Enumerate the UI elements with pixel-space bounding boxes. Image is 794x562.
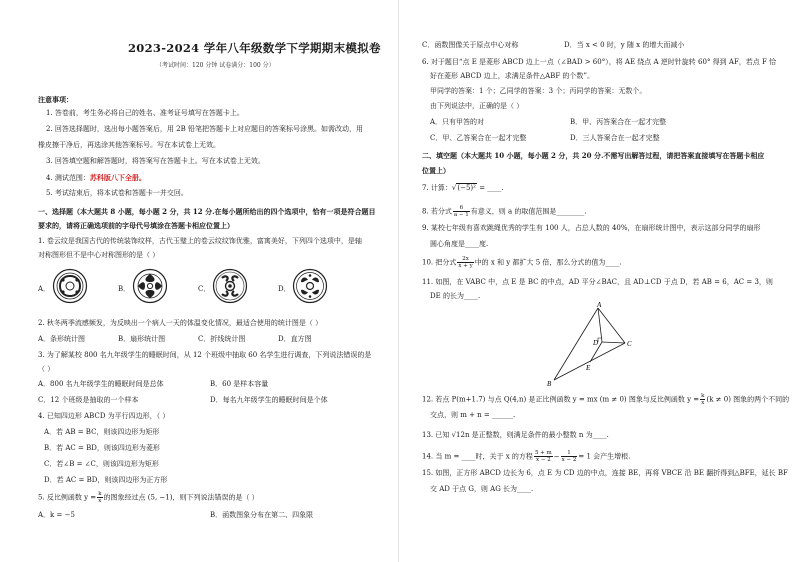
section1-line1: 一、选择题（本大题共 8 小题，每小题 2 分，共 12 分.在每小题所给出的四个选项中，恰有一项是符合题目 <box>38 207 376 216</box>
q2-option-b: B．扇形统计图 <box>118 335 166 343</box>
side-bc <box>554 343 625 380</box>
q7-radicand: (−5)² <box>457 184 476 192</box>
side-ab <box>554 308 598 380</box>
q8-pre: 8. 若分式 <box>422 207 452 216</box>
q14-minus: − <box>553 452 560 461</box>
q5-stem-post: 的图象经过点 (5, −1)，则下列说法错误的是（ ） <box>103 493 259 502</box>
label-d: D <box>593 339 599 347</box>
q15-line1: 15. 如图，正方形 ABCD 边长为 6，点 E 为 CD 边的中点，连接 BE，再将 VBCE 沿 BE 翻折得到△BFE，延长 BF <box>422 469 788 477</box>
notes-heading: 注意事项： <box>38 95 73 104</box>
q5-fraction-den: x <box>98 498 102 504</box>
q3-option-d: D．每名九年级学生的睡眠时间是个体 <box>210 396 328 404</box>
q6-option-a: A．只有甲答的对 <box>430 118 485 126</box>
note-2b: 橡皮擦干净后，再选涂其他答案标号。写在本试卷上无效。 <box>38 141 220 149</box>
q11-line1: 11. 如图，在 VABC 中，点 E 是 BC 的中点，AD 平分∠BAC，且 AD⊥CD 于点 D，若 AB = 6，AC = 3，则 <box>422 278 773 286</box>
q6-line4: 由下列说法中，正确的是（ ） <box>430 102 524 110</box>
q12-fraction-num: k <box>701 393 705 399</box>
q10-pre: 10. 把分式 <box>422 258 457 267</box>
q4-stem: 4. 已知四边形 ABCD 为平行四边形，（ ） <box>38 412 170 420</box>
q1-label-a: A． <box>38 285 51 293</box>
q14-fraction-1-den: x − 2 <box>535 457 551 463</box>
page-title: 2023-2024 学年八年级数学下学期期末模拟卷 <box>128 41 381 55</box>
section2-line1: 二、填空题（本大题共 10 小题，每小题 2 分，共 20 分.不需写出解答过程，请把答案直接填写在答题卡相应 <box>422 151 765 160</box>
label-c: C <box>627 340 632 348</box>
q6-option-d: D．三人答案合在一起才完整 <box>570 134 660 142</box>
q3-line1: 3. 为了解某校 800 名九年级学生的睡眠时间，从 12 个班级中抽取 60 名学生进行调查，下列说法错误的是 <box>38 351 372 359</box>
q12-line1 <box>422 393 789 406</box>
q8-fraction <box>453 205 470 218</box>
q7-pre: 7. 计算： <box>422 184 452 192</box>
note-1: 1. 答卷前，考生务必将自己的姓名、准考证号填写在答题卡上。 <box>46 109 244 117</box>
q14-post: = 1 会产生增根. <box>578 452 631 461</box>
q10-post: 中的 x 和 y 都扩大 5 倍，那么分式的值为____. <box>474 258 622 267</box>
q13: 13. 已知 √12n 是正整数，则满足条件的最小整数 n 为____. <box>422 431 609 439</box>
q5-option-d: D．当 x < 0 时，y 随 x 的增大而减小 <box>564 41 685 49</box>
q15-line2: 交 AD 于点 G，则 AG 长为____. <box>430 485 534 493</box>
q14 <box>422 450 630 463</box>
q12-line2: 交点，则 m + n = ______. <box>430 411 516 419</box>
q8-post: 有意义，则 a 的取值范围是________. <box>470 207 587 216</box>
q9-line1: 9. 某校七年级有喜欢跳绳优秀的学生有 100 人，占总人数的 40%，在扇形统计图中，表示这部分同学的扇形 <box>422 224 761 232</box>
q7-post: = ____. <box>476 184 504 192</box>
q2-option-c: C．折线统计图 <box>198 335 246 343</box>
q4-option-c: C．若∠B = ∠C，则该四边形为矩形 <box>44 460 159 468</box>
label-b: B <box>547 380 552 388</box>
q9-line2: 圆心角度是____度. <box>430 240 489 248</box>
right-column <box>400 0 794 562</box>
column-divider <box>398 0 399 562</box>
q1-line2: 对称图形但不是中心对称图形的是（ ） <box>38 251 160 259</box>
q12-fraction <box>700 393 705 406</box>
q10 <box>422 256 622 269</box>
note-2a: 2. 回答选择题时，选出每小题答案后，用 2B 铅笔把答题卡上对应题目的答案标号涂黑。如需改动，用 <box>46 125 363 133</box>
q1-label-c: C． <box>198 285 211 293</box>
q12-pre: 12. 若点 P(m+1.7) 与点 Q(4,n) 是正比例函数 y = mx (m ≠ 0) 图象与反比例函数 y = <box>422 395 700 404</box>
q1-label-b: B． <box>118 285 131 293</box>
q2-option-a: A．条形统计图 <box>38 335 86 343</box>
q5-stem-pre: 5. 反比例函数 y = <box>38 493 97 502</box>
q5-option-c: C．函数图像关于原点中心对称 <box>422 41 519 49</box>
q10-fraction-num: 2x <box>457 256 473 263</box>
q8-fraction-den: a − 1 <box>453 212 469 218</box>
side-ac <box>598 308 625 343</box>
q3-line2: （ ） <box>38 365 55 373</box>
q14-pre: 14. 当 m = ____时，关于 x 的方程 <box>422 452 533 461</box>
segment-ad <box>598 308 602 342</box>
q12-fraction-den: x <box>701 400 705 406</box>
note-4 <box>46 173 146 183</box>
q2-stem: 2. 秋冬两季流感频发，为反映出一个病人一天的体温变化情况，最适合使用的统计图是（ ） <box>38 319 323 327</box>
q6-line3: 甲同学的答案：1 个；乙同学的答案：3 个；丙同学的答案：无数个。 <box>430 87 647 95</box>
q5-fraction-num: k <box>98 491 102 497</box>
triangle-figure <box>540 300 640 390</box>
label-a: A <box>597 301 602 309</box>
q14-fraction-2-num: 1 <box>561 450 578 457</box>
q6-line1: 6. 对于题目“点 E 是菱形 ABCD 边上一点（∠BAD > 60°），将 AE 绕点 A 逆时针旋转 60° 得到 AF，若点 F 恰 <box>422 58 777 66</box>
q4-option-a: A．若 AB = BC，则该四边形为矩形 <box>44 428 160 436</box>
q1-option-d-pattern <box>292 268 328 304</box>
q11-line2: DE 的长为____. <box>430 292 481 300</box>
label-e: E <box>586 364 591 372</box>
q8-fraction-num: 6 <box>453 205 470 212</box>
q5-option-a: A．k = −5 <box>38 511 75 519</box>
note-5: 5. 考试结束后，将本试卷和答题卡一并交回。 <box>46 189 188 197</box>
segment-dc <box>602 342 625 343</box>
q14-fraction-2 <box>561 450 578 463</box>
note-4-prefix: 4. 测试范围： <box>46 174 90 182</box>
section2-line2: 位置上） <box>422 166 450 175</box>
q6-option-b: B．甲、丙答案合在一起才完整 <box>570 118 667 126</box>
q1-option-b-pattern <box>132 268 168 304</box>
q6-line2: 好在菱形 ABCD 边上，求满足条件△ABF 的个数”。 <box>430 72 594 80</box>
section1-line2: 要求的，请将正确选项前的字母代号填涂在答题卡相应位置上） <box>38 221 234 230</box>
q10-fraction-den: x + y <box>458 263 473 269</box>
q2-option-d: D．直方图 <box>278 335 312 343</box>
q5-fraction <box>97 491 102 504</box>
q1-option-a-pattern <box>52 268 88 304</box>
q4-option-b: B．若 AC = BD，则该四边形为菱形 <box>44 444 160 452</box>
q1-option-c-pattern <box>212 268 248 304</box>
q8 <box>422 205 587 218</box>
q14-fraction-1-num: 5 + m <box>534 450 552 456</box>
q3-option-c: C．12 个班级是抽取的一个样本 <box>38 396 139 404</box>
q6-option-c: C．甲、乙答案合在一起才完整 <box>430 134 527 142</box>
q12-post: (k ≠ 0) 图象的两个不同的 <box>706 395 790 404</box>
q4-option-d: D．若 AC = BD，则该四边形为正方形 <box>44 476 168 484</box>
q10-fraction <box>457 256 473 269</box>
note-4-scope: 苏科版八下全册。 <box>89 173 146 182</box>
q14-fraction-1 <box>534 450 553 463</box>
page-subtitle: （考试时间：120 分钟 试卷满分：100 分） <box>156 62 275 69</box>
q1-line1: 1. 卷云纹是我国古代的传统装饰纹样，古代玉璧上的卷云纹纹饰优雅，富寓美好，下列四个选项中，是轴 <box>38 237 362 245</box>
q3-option-b: B．60 是样本容量 <box>210 380 269 388</box>
q7: 7. 计算：√(−5)² = ____. <box>422 184 504 192</box>
q5-stem <box>38 491 259 504</box>
q5-option-b: B．函数图象分布在第二、四象限 <box>210 511 314 519</box>
q1-label-d: D． <box>278 285 291 293</box>
q3-option-a: A．800 名九年级学生的睡眠时间是总体 <box>38 380 164 388</box>
note-3: 3. 回答填空题和解答题时，将答案写在答题卡上。写在本试卷上无效。 <box>46 157 265 165</box>
q14-fraction-2-den: x − 2 <box>561 457 577 463</box>
